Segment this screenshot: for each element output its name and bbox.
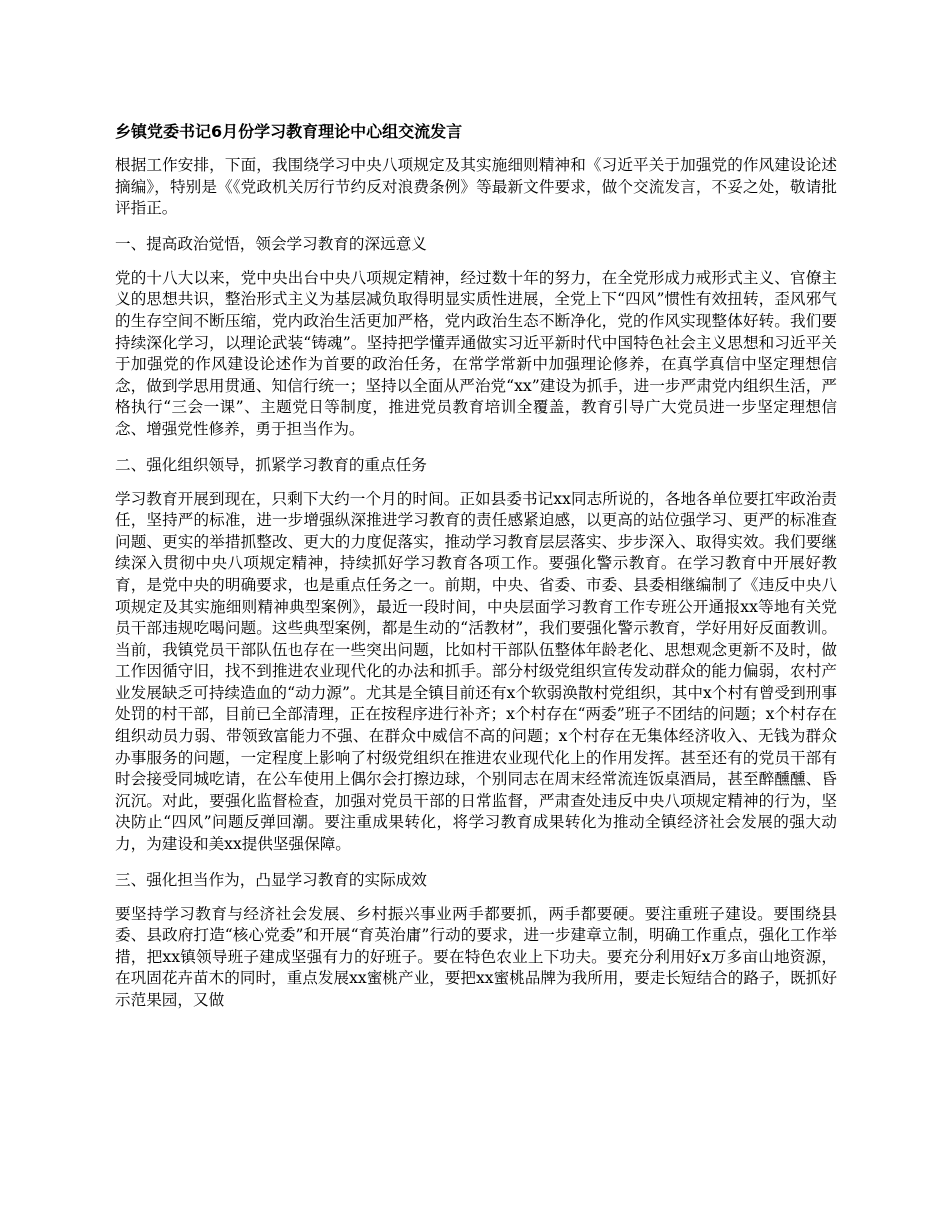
document-page — [115, 120, 837, 1025]
section-1-body: 党的十八大以来，党中央出台中央八项规定精神，经过数十年的努力，在全党形成力戒形式主义、官僚主义的思想共识，整治形式主义为基层减负取得明显实质性进展，全党上下“四风”惯性有效扭转，歪风邪气的生存空间不断压缩，党内政治生活更加严格，党内政治生态不断净化，党的作风实现整体好转。我们要持续深化学习，以理论武装“铸魂”。坚持把学懂弄通做实习近平新时代中国特色社会主义思想和习近平关于加强党的作风建设论述作为首要的政治任务，在常学常新中加强理论修养，在真学真信中坚定理想信念，做到学思用贯通、知信行统一；坚持以全面从严治党“xx”建设为抓手，进一步严肃党内组织生活，严格执行“三会一课”、主题党日等制度，推进党员教育培训全覆盖，教育引导广大党员进一步坚定理想信念、增强党性修养，勇于担当作为。 — [115, 268, 837, 438]
section-3-body: 要坚持学习教育与经济社会发展、乡村振兴事业两手都要抓，两手都要硬。要注重班子建设。要围绕县委、县政府打造“核心党委”和开展“育英治庸”行动的要求，进一步建章立制，明确工作重点，强化工作举措，把xx镇领导班子建成坚强有力的好班子。要在特色农业上下功夫。要充分利用好x万多亩山地资源，在巩固花卉苗木的同时，重点发展xx蜜桃产业，要把xx蜜桃品牌为我所用，要走长短结合的路子，既抓好示范果园，又做 — [115, 904, 837, 1009]
section-1-heading: 一、提高政治觉悟，领会学习教育的深远意义 — [115, 234, 427, 253]
document-title: 乡镇党委书记6月份学习教育理论中心组交流发言 — [115, 122, 463, 141]
intro-paragraph: 根据工作安排，下面，我围绕学习中央八项规定及其实施细则精神和《习近平关于加强党的作风建设论述摘编》，特别是《《党政机关厉行节约反对浪费条例》等最新文件要求，做个交流发言，不妥之处，敬请批评指正。 — [115, 156, 837, 218]
section-2-heading: 二、强化组织领导，抓紧学习教育的重点任务 — [115, 455, 427, 474]
section-3-heading: 三、强化担当作为，凸显学习教育的实际成效 — [115, 870, 427, 889]
section-2-body: 学习教育开展到现在，只剩下大约一个月的时间。正如县委书记xx同志所说的，各地各单位要扛牢政治责任，坚持严的标准，进一步增强纵深推进学习教育的责任感紧迫感，以更高的站位强学习、更严的标准查问题、更实的举措抓整改、更大的力度促落实，推动学习教育层层落实、步步深入、取得实效。我们要继续深入贯彻中央八项规定精神，持续抓好学习教育各项工作。要强化警示教育。在学习教育中开展好教育，是党中央的明确要求，也是重点任务之一。前期，中央、省委、市委、县委相继编制了《违反中央八项规定及其实施细则精神典型案例》，最近一段时间，中央层面学习教育工作专班公开通报xx等地有关党员干部违规吃喝问题。这些典型案例，都是生动的“活教材”，我们要强化警示教育，学好用好反面教训。当前，我镇党员干部队伍也存在一些突出问题，比如村干部队伍整体年龄老化、思想观念更新不及时，做工作因循守旧，找不到推进农业现代化的办法和抓手。部分村级党组织宣传发动群众的能力偏弱，农村产业发展缺乏可持续造血的“动力源”。尤其是全镇目前还有x个软弱涣散村党组织，其中x个村有曾受到刑事处罚的村干部，目前已全部清理，正在按程序进行补齐；x个村存在“两委”班子不团结的问题；x个村存在组织动员力弱、带领致富能力不强、在群众中威信不高的问题；x个村存在无集体经济收入、无钱为群众办事服务的问题，一定程度上影响了村级党组织在推进农业现代化上的作用发挥。甚至还有的党员干部有时会接受同城吃请，在公车使用上偶尔会打擦边球，个别同志在周末经常流连饭桌酒局，甚至醉醺醺、昏沉沉。对此，要强化监督检查，加强对党员干部的日常监督，严肃查处违反中央八项规定精神的行为，坚决防止“四风”问题反弹回潮。要注重成果转化，将学习教育成果转化为推动全镇经济社会发展的强大动力，为建设和美xx提供坚强保障。 — [115, 489, 837, 854]
